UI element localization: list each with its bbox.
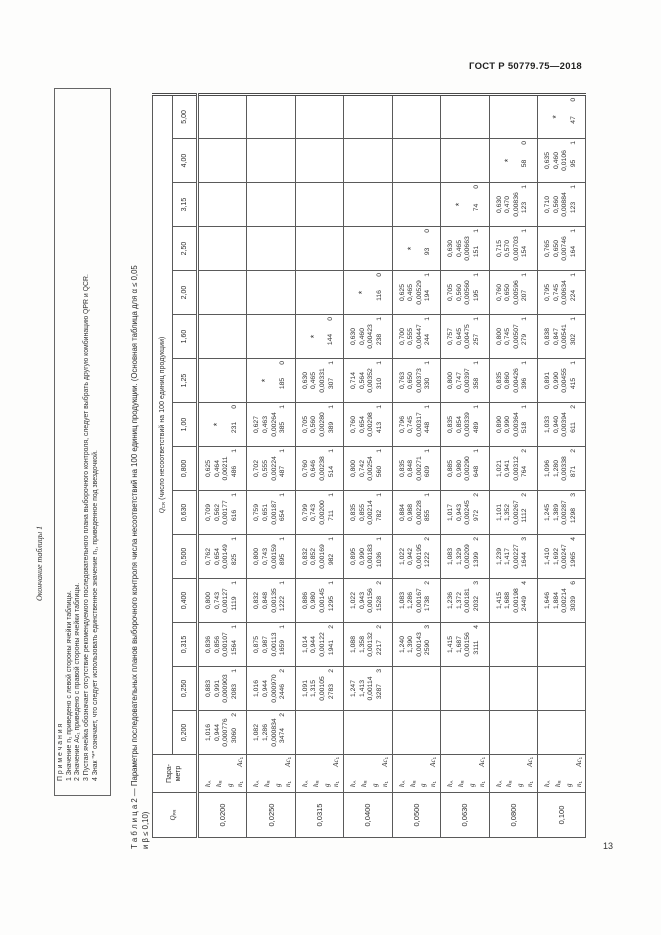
empty-cell xyxy=(295,139,343,183)
qcr-span-header: $Q_{CR}$ (число несоответствий на 100 единиц продукции) xyxy=(153,94,173,754)
plan-cell: 0,800 0,742 0,00254 560 1 xyxy=(344,447,392,491)
table-row xyxy=(344,94,392,837)
plan-cell: 1,016 0,944 0,000776 3060 2 xyxy=(198,711,247,755)
plan-cell: 0,630 0,460 0,00423 238 1 xyxy=(344,315,392,359)
qcr-col-header: 2,50 xyxy=(173,227,198,271)
note-item: 4 Знак "*" означает, что следует использовать единственное значение n₁, приведенное под звездочкой. xyxy=(91,450,99,781)
empty-cell xyxy=(441,94,489,138)
plan-cell: 0,884 0,988 0,00228 855 1 xyxy=(392,491,440,535)
asterisk-marker: * xyxy=(308,334,319,339)
plan-cell: 0,891 0,990 0,00455 415 1 xyxy=(537,359,585,403)
qcr-col-header: 1,25 xyxy=(173,359,198,403)
plan-cell: 0,715 0,570 0,00703 154 1 xyxy=(489,227,537,271)
plan-cell: 1,646 1,884 0,00214 3039 6 xyxy=(537,579,585,623)
empty-cell xyxy=(441,139,489,183)
note-item: 1 Значение n₁ приведено с левой стороны ячейки таблицы. xyxy=(65,590,73,781)
qcr-col-header: 0,315 xyxy=(173,623,198,667)
plan-cell: 0,630 0,465 0,00663 151 1 xyxy=(441,227,489,271)
plan-cell: 0,800 0,745 0,00507 279 1 xyxy=(489,315,537,359)
table-row xyxy=(198,94,247,837)
star-cell: * 116 0 xyxy=(344,271,392,315)
plan-cell: 0,895 0,990 0,00183 1036 1 xyxy=(344,535,392,579)
empty-cell xyxy=(198,359,247,403)
param-cell: $h_A$ $h_R$ g $n_1$ $Ac_1$ xyxy=(344,755,392,793)
plan-cell: 0,799 0,743 0,00200 711 1 xyxy=(295,491,343,535)
qcr-col-header: 1,00 xyxy=(173,403,198,447)
asterisk-marker: * xyxy=(550,115,561,119)
star-cell: * 231 0 xyxy=(198,403,247,447)
plan-cell: 1,101 1,352 0,00267 1112 2 xyxy=(489,491,537,535)
plan-cell: 1,022 0,942 0,00195 1222 2 xyxy=(392,535,440,579)
page-number: 13 xyxy=(603,841,614,851)
plan-cell: 0,796 0,745 0,00317 448 1 xyxy=(392,403,440,447)
star-cell: * 74 0 xyxy=(441,183,489,227)
plan-cell: 0,890 0,990 0,00364 518 1 xyxy=(489,403,537,447)
table-row xyxy=(247,94,295,837)
plan-cell: 0,762 0,654 0,00149 825 1 xyxy=(198,535,247,579)
plan-cell: 0,832 0,852 0,00169 982 1 xyxy=(295,535,343,579)
qcr-col-header: 0,200 xyxy=(173,711,198,755)
qpr-row-label: 0,0800 xyxy=(489,793,537,838)
plan-cell: 1,247 1,413 0,00114 3287 3 xyxy=(344,667,392,711)
plan-cell: 1,033 0,940 0,00394 611 2 xyxy=(537,403,585,447)
plan-cell: 0,625 0,464 0,00211 486 1 xyxy=(198,447,247,491)
empty-cell xyxy=(489,94,537,138)
qcr-col-header: 1,60 xyxy=(173,315,198,359)
param-cell: $h_A$ $h_R$ g $n_1$ $Ac_1$ xyxy=(198,755,247,793)
plan-cell: 1,415 1,688 0,00198 2449 4 xyxy=(489,579,537,623)
plan-cell: 1,083 1,286 0,00167 1738 2 xyxy=(392,579,440,623)
qcr-col-header: 0,250 xyxy=(173,667,198,711)
note-item: 2 Значение Ас₁ приведено с правой стороны ячейки таблицы. xyxy=(74,582,82,781)
star-cell: * 185 0 xyxy=(247,359,295,403)
table2 xyxy=(152,93,586,838)
qcr-col-header: 0,400 xyxy=(173,579,198,623)
empty-cell xyxy=(198,271,247,315)
plan-cell: 0,835 0,848 0,00271 609 1 xyxy=(392,447,440,491)
empty-cell xyxy=(247,315,295,359)
plan-cell: 0,702 0,555 0,00224 487 1 xyxy=(247,447,295,491)
qcr-col-header: 0,500 xyxy=(173,535,198,579)
plan-cell: 0,875 0,987 0,00113 1659 1 xyxy=(247,623,295,667)
plan-cell: 0,838 0,847 0,00541 302 1 xyxy=(537,315,585,359)
empty-cell xyxy=(441,711,489,755)
plan-cell: 0,714 0,564 0,00352 310 1 xyxy=(344,359,392,403)
qcr-col-header: 5,00 xyxy=(173,94,198,138)
empty-cell xyxy=(344,183,392,227)
plan-cell: 0,630 0,470 0,00836 123 1 xyxy=(489,183,537,227)
notes-title: П р и м е ч а н и я xyxy=(57,723,64,781)
plan-cell: 0,800 0,743 0,00127 1119 1 xyxy=(198,579,247,623)
plan-cell: 0,835 0,855 0,00214 782 1 xyxy=(344,491,392,535)
plan-cell: 0,760 0,646 0,00238 514 1 xyxy=(295,447,343,491)
empty-cell xyxy=(344,227,392,271)
table-row xyxy=(441,94,489,837)
plan-cell: 0,700 0,555 0,00447 244 1 xyxy=(392,315,440,359)
plan-cell: 1,245 1,389 0,00287 1298 3 xyxy=(537,491,585,535)
plan-cell: 0,635 0,460 0,0106 95 1 xyxy=(537,139,585,183)
empty-cell xyxy=(344,139,392,183)
plan-cell: 1,096 1,280 0,00338 871 2 xyxy=(537,447,585,491)
plan-cell: 0,760 0,650 0,00596 207 1 xyxy=(489,271,537,315)
plan-cell: 0,832 0,848 0,00135 1222 1 xyxy=(247,579,295,623)
plan-cell: 0,800 0,743 0,00159 895 1 xyxy=(247,535,295,579)
empty-cell xyxy=(489,667,537,711)
qcr-col-header: 4,00 xyxy=(173,139,198,183)
plan-cell: 1,088 1,358 0,00132 2217 2 xyxy=(344,623,392,667)
plan-cell: 1,082 1,286 0,000834 3474 2 xyxy=(247,711,295,755)
param-cell: $h_A$ $h_R$ g $n_1$ $Ac_1$ xyxy=(489,755,537,793)
empty-cell xyxy=(392,139,440,183)
empty-cell xyxy=(537,667,585,711)
qcr-col-header: 0,800 xyxy=(173,447,198,491)
star-cell: * 58 0 xyxy=(489,139,537,183)
plan-cell: 0,710 0,560 0,00884 123 1 xyxy=(537,183,585,227)
empty-cell xyxy=(295,711,343,755)
plan-cell: 1,415 1,687 0,00156 3111 4 xyxy=(441,623,489,667)
qpr-row-label: 0,0315 xyxy=(295,793,343,838)
asterisk-marker: * xyxy=(502,158,513,163)
empty-cell xyxy=(295,183,343,227)
empty-cell xyxy=(295,227,343,271)
empty-cell xyxy=(198,139,247,183)
empty-cell xyxy=(344,711,392,755)
qpr-row-label: 0,0400 xyxy=(344,793,392,838)
table-row xyxy=(295,94,343,837)
plan-cell: 1,410 1,692 0,00247 1965 4 xyxy=(537,535,585,579)
table1-notes-box xyxy=(54,88,111,796)
plan-cell: 1,240 1,390 0,00143 2590 3 xyxy=(392,623,440,667)
plan-cell: 1,083 1,329 0,00209 1399 2 xyxy=(441,535,489,579)
plan-cell: 0,835 0,854 0,00339 489 1 xyxy=(441,403,489,447)
qpr-row-label: 0,0250 xyxy=(247,793,295,838)
asterisk-marker: * xyxy=(260,378,271,383)
empty-cell xyxy=(392,183,440,227)
empty-cell xyxy=(489,711,537,755)
empty-cell xyxy=(247,139,295,183)
note-item: 3 Пустая ячейка обозначает отсутствие рекомендуемого последовательного плана выборочного контроля, следует выбрать другую комбинацию QPR и QCR. xyxy=(83,274,91,781)
param-cell: $h_A$ $h_R$ g $n_1$ $Ac_1$ xyxy=(441,755,489,793)
qpr-row-label: 0,0200 xyxy=(198,793,247,838)
empty-cell xyxy=(247,227,295,271)
asterisk-marker: * xyxy=(357,290,368,295)
empty-cell xyxy=(392,667,440,711)
empty-cell xyxy=(344,94,392,138)
empty-cell xyxy=(198,227,247,271)
empty-cell xyxy=(537,623,585,667)
asterisk-marker: * xyxy=(405,246,416,251)
empty-cell xyxy=(392,711,440,755)
table2-title-line2: и β ≤ 0,10) xyxy=(140,811,150,849)
empty-cell xyxy=(392,94,440,138)
plan-cell: 0,765 0,650 0,00746 164 1 xyxy=(537,227,585,271)
plan-cell: 0,760 0,654 0,00298 413 1 xyxy=(344,403,392,447)
table-row xyxy=(489,94,537,837)
plan-cell: 1,021 0,941 0,00312 764 2 xyxy=(489,447,537,491)
qcr-col-header: 3,15 xyxy=(173,183,198,227)
plan-cell: 0,763 0,650 0,00373 330 1 xyxy=(392,359,440,403)
notes-items xyxy=(66,94,101,790)
plan-cell: 0,800 0,747 0,00397 358 1 xyxy=(441,359,489,403)
plan-cell: 1,022 0,943 0,00156 1528 2 xyxy=(344,579,392,623)
table-row xyxy=(537,94,585,837)
table1-end-caption: Окончание таблицы 1 xyxy=(35,525,44,601)
plan-cell: 0,627 0,463 0,00264 385 1 xyxy=(247,403,295,447)
plan-cell: 1,236 1,372 0,00181 2032 3 xyxy=(441,579,489,623)
qcr-col-header: 2,00 xyxy=(173,271,198,315)
empty-cell xyxy=(441,667,489,711)
param-cell: $h_A$ $h_R$ g $n_1$ $Ac_1$ xyxy=(392,755,440,793)
plan-cell: 1,091 1,315 0,00105 2783 2 xyxy=(295,667,343,711)
empty-cell xyxy=(247,271,295,315)
plan-cell: 0,759 0,651 0,00187 654 1 xyxy=(247,491,295,535)
plan-cell: 1,014 0,944 0,00122 1941 2 xyxy=(295,623,343,667)
empty-cell xyxy=(489,623,537,667)
plan-cell: 0,757 0,645 0,00475 257 1 xyxy=(441,315,489,359)
plan-cell: 0,705 0,560 0,00560 195 1 xyxy=(441,271,489,315)
qpr-row-label: 0,0630 xyxy=(441,793,489,838)
empty-cell xyxy=(247,94,295,138)
plan-cell: 1,239 1,417 0,00227 1644 3 xyxy=(489,535,537,579)
empty-cell xyxy=(295,271,343,315)
param-corner-header: Пара- метр xyxy=(153,755,198,793)
star-cell: * 47 0 xyxy=(537,94,585,138)
empty-cell xyxy=(537,711,585,755)
param-cell: $h_A$ $h_R$ g $n_1$ $Ac_1$ xyxy=(247,755,295,793)
param-cell: $h_A$ $h_R$ g $n_1$ $Ac_1$ xyxy=(537,755,585,793)
asterisk-marker: * xyxy=(454,202,465,207)
plan-cell: 0,836 0,856 0,00107 1564 1 xyxy=(198,623,247,667)
empty-cell xyxy=(198,183,247,227)
plan-cell: 1,016 0,944 0,000970 2446 2 xyxy=(247,667,295,711)
table-row xyxy=(392,94,440,837)
plan-cell: 0,883 0,991 0,000903 2083 1 xyxy=(198,667,247,711)
plan-cell: 0,835 0,860 0,00426 396 1 xyxy=(489,359,537,403)
plan-cell: 0,886 0,980 0,00145 1295 1 xyxy=(295,579,343,623)
plan-cell: 0,885 0,980 0,00290 648 1 xyxy=(441,447,489,491)
qpr-row-label: 0,100 xyxy=(537,793,585,838)
gost-standard-number: ГОСТ Р 50779.75—2018 xyxy=(469,61,582,72)
table2-container xyxy=(152,93,582,838)
table2-title-line1: Т а б л и ц а 2 — Параметры последовательных планов выборочного контроля числа несоответствий на 100 единиц продукции. (Основная таблица для α ≤ 0,05 xyxy=(130,265,139,849)
empty-cell xyxy=(295,94,343,138)
plan-cell: 0,709 0,562 0,00177 616 1 xyxy=(198,491,247,535)
plan-cell: 0,630 0,465 0,00331 307 1 xyxy=(295,359,343,403)
star-cell: * 144 0 xyxy=(295,315,343,359)
plan-cell: 0,795 0,745 0,00634 224 1 xyxy=(537,271,585,315)
plan-cell: 1,017 0,943 0,00245 972 2 xyxy=(441,491,489,535)
table2-title xyxy=(130,97,152,849)
empty-cell xyxy=(198,94,247,138)
plan-cell: 0,705 0,560 0,00280 389 1 xyxy=(295,403,343,447)
plan-cell: 0,625 0,465 0,00529 194 1 xyxy=(392,271,440,315)
asterisk-marker: * xyxy=(212,422,222,427)
qpr-row-label: 0,0500 xyxy=(392,793,440,838)
empty-cell xyxy=(247,183,295,227)
star-cell: * 93 0 xyxy=(392,227,440,271)
qpr-corner-header: $Q_{PR}$ xyxy=(153,793,198,838)
param-cell: $h_A$ $h_R$ g $n_1$ $Ac_1$ xyxy=(295,755,343,793)
qcr-col-header: 0,630 xyxy=(173,491,198,535)
empty-cell xyxy=(198,315,247,359)
